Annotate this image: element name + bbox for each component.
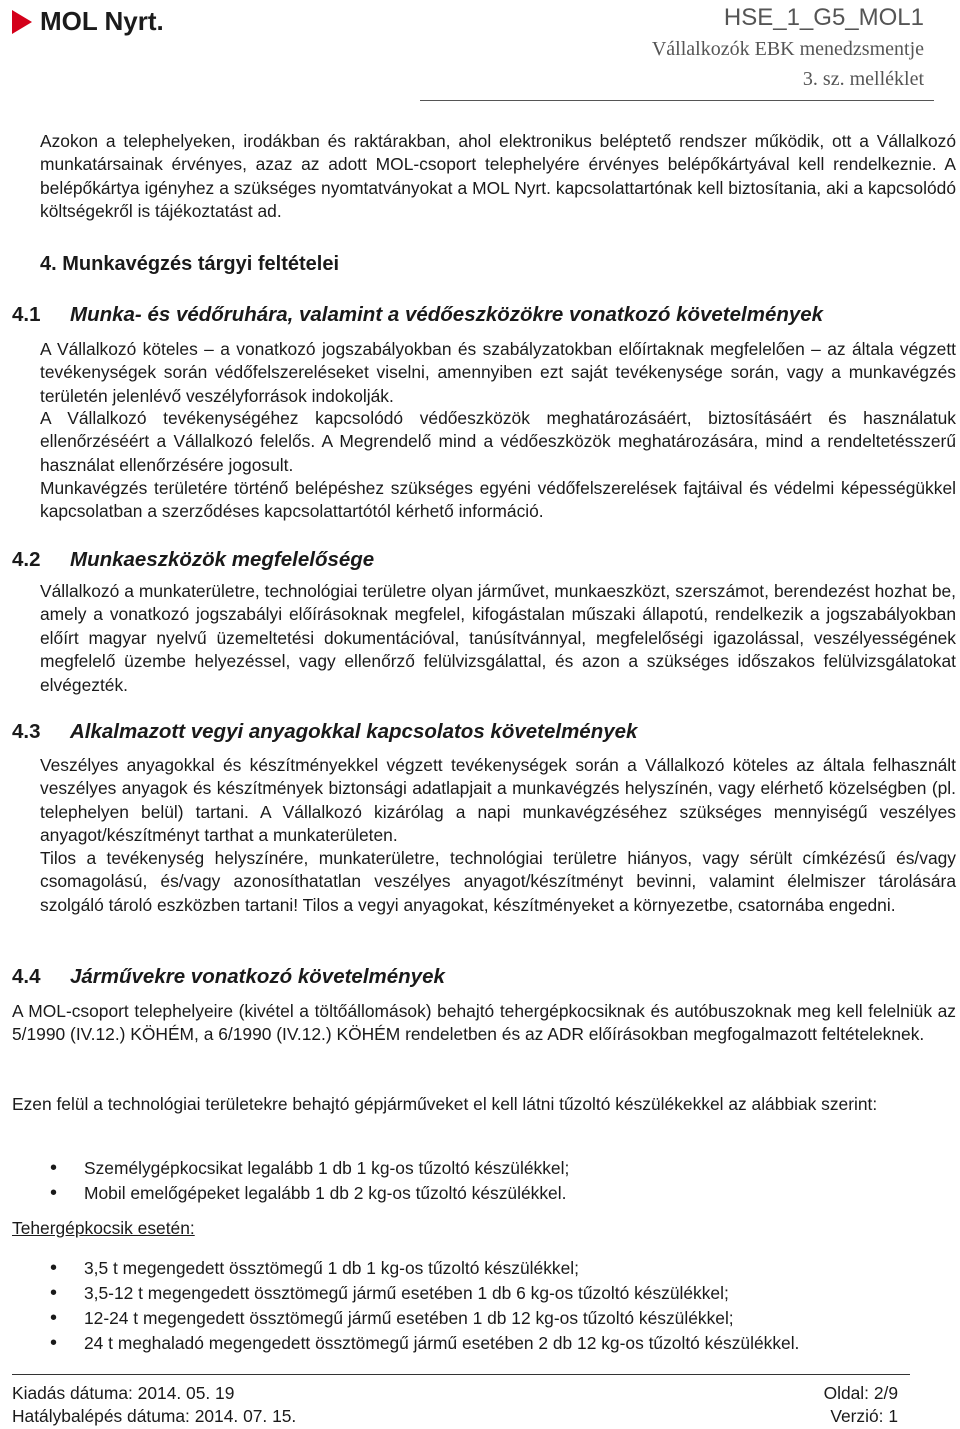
section-4-2-heading: [12, 548, 374, 572]
list-item: • Mobil emelőgépeket legalább 1 db 2 kg-os tűzoltó készülékkel.: [12, 1181, 942, 1206]
section-number: 4.1: [12, 303, 41, 326]
section-4-1-para-3: Munkavégzés területére történő belépéshez szükséges egyéni védőfelszerelések fajtáival és védelmi képességükkel kapcsolatban a szerződéses kapcsolattartótól kérhető információ.: [40, 478, 956, 522]
section-4-1-heading: [12, 303, 823, 327]
document-title: Vállalkozók EBK menedzsmentje: [651, 38, 924, 60]
list-item: • 24 t meghaladó megengedett össztömegű jármű esetében 2 db 12 kg-os tűzoltó készülékkel.: [12, 1331, 942, 1356]
list-item: • 3,5 t megengedett össztömegű 1 db 1 kg-os tűzoltó készülékkel;: [12, 1256, 942, 1281]
section-4-3-heading: [12, 720, 637, 744]
section-4-4-para-1: A MOL-csoport telephelyeire (kivétel a töltőállomások) behajtó tehergépkocsiknak és autóbuszoknak meg kell felelniük az 5/1990 (IV.12.) KÖHÉM, a 6/1990 (IV.12.) KÖHÉM rendeletben és az ADR előírásokban megfogalmazott feltételeknek.: [12, 1001, 956, 1045]
list-item: • Személygépkocsikat legalább 1 db 1 kg-os tűzoltó készülékkel;: [12, 1156, 942, 1181]
extinguisher-list-trucks: [12, 1256, 942, 1356]
section-number: 4.2: [12, 548, 41, 571]
section-4-4-heading: [12, 965, 445, 989]
issue-date: Kiadás dátuma: 2014. 05. 19: [12, 1383, 235, 1403]
section-4-3-para-1: Veszélyes anyagokkal és készítményekkel végzett tevékenységek során a Vállalkozó köteles az általa felhasznált veszélyes anyagok és készítmények biztonsági adatlapjait a munkavégzés helyszínén, vagy elérhető közelségben (pl. telephelyen belül) tartani. A Vállalkozó kizárólag a napi munkavégzéséhez szükséges mennyiségű veszélyes anyagot/készítményt tarthat a munkaterületen.: [40, 755, 956, 846]
intro-paragraph: Azokon a telephelyeken, irodákban és raktárakban, ahol elektronikus beléptető rendszer működik, ott a Vállalkozó munkatársainak érvényes, azaz az adott MOL-csoport telephelyére érvényes belépőkártyával kell rendelkeznie. A belépőkártya igényhez a szükséges nyomtatványokat a MOL Nyrt. kapcsolattartónak kell biztosítania, aki a kapcsolódó költségekről is tájékoztatást ad.: [40, 131, 956, 222]
section-4-4-para-2: Ezen felül a technológiai területekre behajtó gépjárműveket el kell látni tűzoltó készülékekkel az alábbiak szerint:: [12, 1094, 878, 1114]
section-number: 4.4: [12, 965, 41, 988]
section-title: Járművekre vonatkozó követelmények: [70, 965, 445, 988]
truck-label: Tehergépkocsik esetén:: [12, 1218, 195, 1238]
section-4-1-para-2: A Vállalkozó tevékenységéhez kapcsolódó védőeszközök meghatározásáért, biztosításáért és használatuk ellenőrzéséért a Vállalkozó felelős. A Megrendelő mind a védőeszközök meghatározására, mind a rendeltetésszerű használat ellenőrzésére jogosult.: [40, 408, 956, 475]
section-4-heading: 4. Munkavégzés tárgyi feltételei: [40, 253, 340, 275]
section-title: Munkaeszközök megfelelősége: [70, 548, 375, 571]
section-4-2-para-1: Vállalkozó a munkaterületre, technológiai területre olyan járművet, munkaeszközt, szerszámot, berendezést hozhat be, amely a vonatkozó jogszabályi előírásoknak megfelel, kifogástalan műszaki állapotú, rendelkezik a jogszabályokban előírt magyar nyelvű üzemeltetési dokumentációval, tanúsítvánnyal, megfelelőségi igazolással, veszélyességének megfelelő üzembe helyezéssel, vagy ellenőrző felülvizsgálattal, és azon a szükséges időszakos felülvizsgálatokat elvégezték.: [40, 581, 956, 695]
list-item: • 12-24 t megengedett össztömegű jármű esetében 1 db 12 kg-os tűzoltó készülékkel;: [12, 1306, 942, 1331]
section-4-3-para-2: Tilos a tevékenység helyszínére, munkaterületre, technológiai területre hiányos, vagy sérült címkézésű és/vagy csomagolású, és/vagy azonosíthatatlan veszélyes anyagot/készítményt bevinni, valamint élelmiszer tárolására szolgáló tároló eszközben tartani! Tilos a vegyi anyagokat, készítményeket a környezetbe, csatornába engedni.: [40, 848, 956, 915]
logo-text: MOL Nyrt.: [40, 6, 164, 36]
footer-divider: [12, 1374, 910, 1375]
section-4-1-para-1: A Vállalkozó köteles – a vonatkozó jogszabályokban és szabályzatokban előírtaknak megfelelően – az általa végzett tevékenységek során védőfelszereléseket viselni, amennyiben ezt saját tevékenysége során, vagy a munkavégzés területén jelenlévő veszélyforrások indokolják.: [40, 339, 956, 406]
company-logo: [12, 6, 164, 37]
header-divider: [420, 100, 934, 101]
version: Verzió: 1: [830, 1406, 898, 1426]
section-title: Alkalmazott vegyi anyagokkal kapcsolatos követelmények: [70, 720, 638, 743]
attachment-label: 3. sz. melléklet: [802, 68, 924, 90]
effective-date: Hatálybalépés dátuma: 2014. 07. 15.: [12, 1406, 297, 1426]
logo-arrow-icon: [12, 10, 32, 34]
document-code: HSE_1_G5_MOL1: [723, 4, 924, 31]
section-title: Munka- és védőruhára, valamint a védőeszközökre vonatkozó követelmények: [70, 303, 824, 326]
extinguisher-list-general: [12, 1156, 942, 1206]
page-number: Oldal: 2/9: [823, 1383, 898, 1403]
list-item: • 3,5-12 t megengedett össztömegű jármű esetében 1 db 6 kg-os tűzoltó készülékkel;: [12, 1281, 942, 1306]
section-number: 4.3: [12, 720, 41, 743]
